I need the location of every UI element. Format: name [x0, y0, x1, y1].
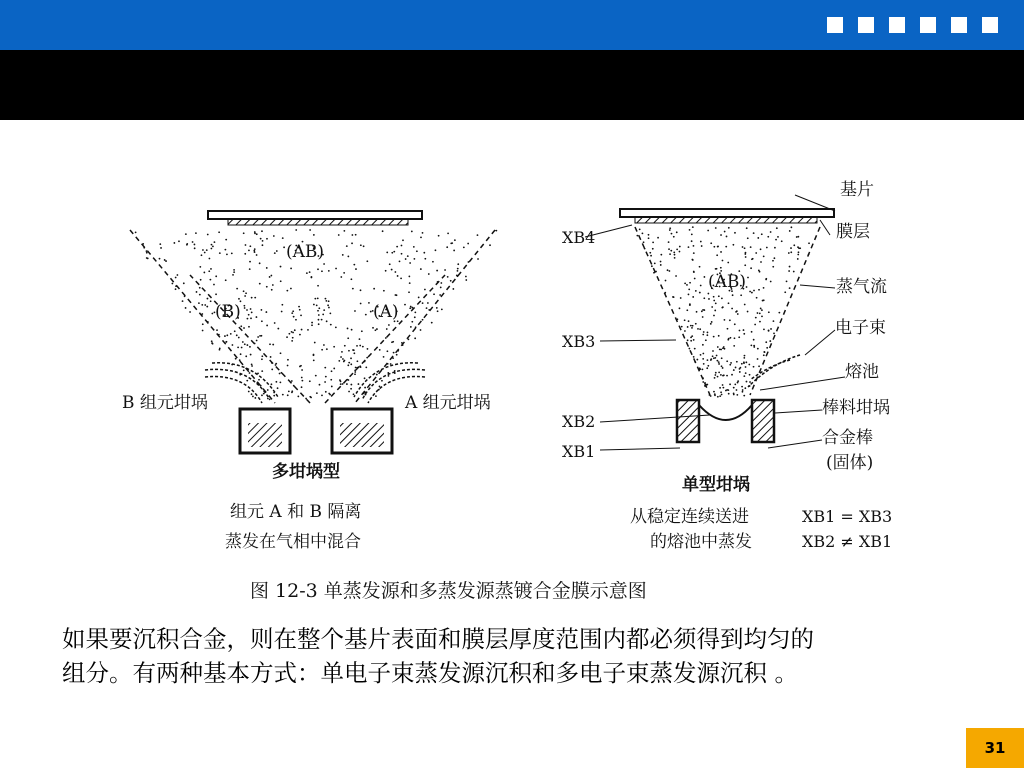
page-number: 31	[966, 728, 1024, 768]
body-text-line-1: 如果要沉积合金，则在整个基片表面和膜层厚度范围内都必须得到均匀的	[62, 625, 814, 653]
square-icon	[889, 17, 905, 33]
label-film: 膜层	[836, 222, 870, 242]
multi-crucible-diagram	[122, 211, 497, 552]
single-crucible-diagram	[562, 180, 892, 552]
substrate-left	[208, 211, 422, 219]
top-banner	[0, 0, 1024, 50]
label-solid: (固体)	[826, 453, 874, 473]
label-ab-right: (AB)	[708, 272, 747, 292]
label-ab-left: (AB)	[286, 242, 325, 262]
left-desc-2: 蒸发在气相中混合	[225, 532, 361, 552]
label-rod-crucible: 棒料坩埚	[822, 398, 890, 418]
square-icon	[982, 17, 998, 33]
figure-caption: 图 12-3 单蒸发源和多蒸发源蒸镀合金膜示意图	[250, 580, 647, 602]
square-icon	[858, 17, 874, 33]
label-b: (B)	[215, 302, 241, 322]
body-text	[62, 622, 992, 690]
substrate-right	[620, 209, 834, 217]
label-melt-pool: 熔池	[845, 362, 879, 382]
title-bar	[0, 50, 1024, 120]
label-crucible-a: A 组元坩埚	[405, 393, 491, 413]
equation-2: XB2 ≠ XB1	[802, 532, 893, 551]
label-substrate: 基片	[840, 180, 874, 200]
label-ebeam: 电子束	[835, 318, 886, 338]
label-vapor: 蒸气流	[836, 277, 887, 297]
label-xb2: XB2	[562, 412, 596, 431]
right-desc-1: 从稳定连续送进	[630, 507, 749, 527]
label-single-type: 单型坩埚	[682, 475, 750, 495]
right-desc-2: 的熔池中蒸发	[650, 532, 752, 552]
square-icon	[951, 17, 967, 33]
label-a: (A)	[373, 302, 399, 322]
label-multi-type: 多坩埚型	[272, 462, 340, 482]
label-xb1: XB1	[562, 442, 596, 461]
label-crucible-b: B 组元坩埚	[122, 393, 208, 413]
left-desc-1: 组元 A 和 B 隔离	[230, 502, 362, 522]
melt-pool-shape	[699, 405, 752, 420]
square-icon	[920, 17, 936, 33]
equation-1: XB1 = XB3	[802, 507, 893, 526]
label-alloy-rod: 合金棒	[822, 428, 873, 448]
film-left	[228, 219, 408, 225]
label-xb3: XB3	[562, 332, 596, 351]
decorative-squares	[827, 17, 998, 33]
evaporation-diagram	[100, 165, 940, 615]
film-right	[635, 217, 817, 223]
body-text-line-2: 组分。有两种基本方式：单电子束蒸发源沉积和多电子束蒸发源沉积 。	[62, 659, 798, 687]
label-xb4: XB4	[562, 228, 596, 247]
square-icon	[827, 17, 843, 33]
